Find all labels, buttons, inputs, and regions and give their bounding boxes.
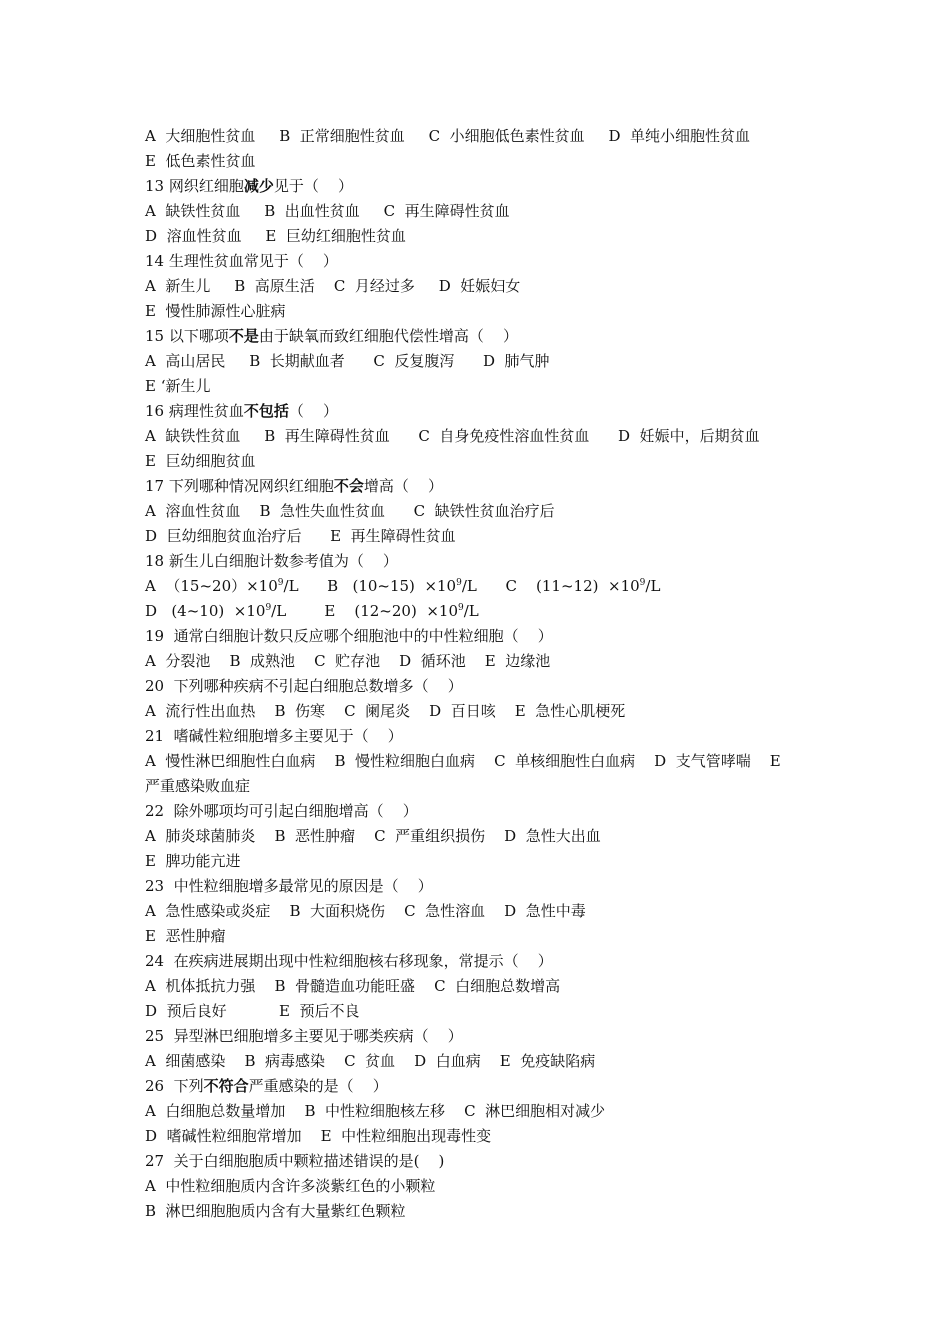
text-segment: 22 除外哪项均可引起白细胞增高（ ） bbox=[145, 802, 418, 820]
text-segment: 16 病理性贫血 bbox=[145, 402, 244, 420]
text-segment: A 缺铁性贫血 B 出血性贫血 C 再生障碍性贫血 bbox=[145, 202, 510, 220]
text-segment: A 白细胞总数量增加 B 中性粒细胞核左移 C 淋巴细胞相对减少 bbox=[145, 1102, 606, 1120]
answer-options bbox=[145, 499, 825, 524]
answer-options bbox=[145, 899, 825, 924]
emphasis-text: 不是 bbox=[228, 327, 259, 345]
text-segment: 增高（ ） bbox=[363, 477, 443, 495]
text-segment: B 淋巴细胞胞质内含有大量紫红色颗粒 bbox=[145, 1202, 406, 1220]
answer-options bbox=[145, 224, 825, 249]
text-segment: 严重感染败血症 bbox=[145, 777, 251, 795]
answer-options bbox=[145, 599, 825, 624]
emphasis-text: 不会 bbox=[333, 477, 364, 495]
question-stem bbox=[145, 324, 825, 349]
answer-options bbox=[145, 574, 825, 599]
text-segment: 25 异型淋巴细胞增多主要见于哪类疾病（ ） bbox=[145, 1027, 463, 1045]
text-segment: E 巨幼细胞贫血 bbox=[145, 452, 256, 470]
text-segment: 15 以下哪项 bbox=[145, 327, 229, 345]
text-segment: 17 下列哪种情况网织红细胞 bbox=[145, 477, 334, 495]
text-segment: A 大细胞性贫血 B 正常细胞性贫血 C 小细胞低色素性贫血 D 单纯小细胞性贫血 bbox=[145, 127, 751, 145]
question-stem bbox=[145, 549, 825, 574]
question-stem bbox=[145, 174, 825, 199]
text-segment: A （15~20）×10 bbox=[145, 577, 278, 595]
text-segment: A 分裂池 B 成熟池 C 贮存池 D 循环池 E 边缘池 bbox=[145, 652, 551, 670]
answer-options bbox=[145, 524, 825, 549]
text-segment: 13 网织红细胞 bbox=[145, 177, 244, 195]
answer-options bbox=[145, 649, 825, 674]
question-stem bbox=[145, 624, 825, 649]
question-list bbox=[145, 124, 825, 1224]
text-segment: /L E (12~20) ×10 bbox=[271, 602, 458, 620]
question-stem bbox=[145, 674, 825, 699]
text-segment: 14 生理性贫血常见于（ ） bbox=[145, 252, 338, 270]
text-segment: 18 新生儿白细胞计数参考值为（ ） bbox=[145, 552, 398, 570]
text-segment: D 巨幼细胞贫血治疗后 E 再生障碍性贫血 bbox=[145, 527, 456, 545]
text-segment: A 慢性淋巴细胞性白血病 B 慢性粒细胞白血病 C 单核细胞性白血病 D 支气管哮喘 E bbox=[145, 752, 781, 770]
superscript: 9 bbox=[458, 603, 464, 613]
answer-options bbox=[145, 299, 825, 324]
answer-options bbox=[145, 449, 825, 474]
text-segment: E 低色素性贫血 bbox=[145, 152, 256, 170]
text-segment: D 预后良好 E 预后不良 bbox=[145, 1002, 360, 1020]
superscript: 9 bbox=[456, 578, 462, 588]
answer-options bbox=[145, 699, 825, 724]
text-segment: 由于缺氧而致红细胞代偿性增高（ ） bbox=[258, 327, 518, 345]
text-segment: /L B (10~15) ×10 bbox=[283, 577, 457, 595]
question-stem bbox=[145, 399, 825, 424]
text-segment: A 高山居民 B 长期献血者 C 反复腹泻 D 肺气肿 bbox=[145, 352, 550, 370]
question-stem bbox=[145, 249, 825, 274]
answer-options bbox=[145, 1049, 825, 1074]
question-stem bbox=[145, 799, 825, 824]
text-segment: 26 下列 bbox=[145, 1077, 204, 1095]
text-segment: 19 通常白细胞计数只反应哪个细胞池中的中性粒细胞（ ） bbox=[145, 627, 553, 645]
answer-options bbox=[145, 149, 825, 174]
question-stem bbox=[145, 1074, 825, 1099]
text-segment: D 溶血性贫血 E 巨幼红细胞性贫血 bbox=[145, 227, 406, 245]
superscript: 9 bbox=[639, 578, 646, 588]
answer-options bbox=[145, 1124, 825, 1149]
question-stem bbox=[145, 724, 825, 749]
text-segment: E 恶性肿瘤 bbox=[145, 927, 226, 945]
emphasis-text: 不包括 bbox=[243, 402, 289, 420]
text-segment: A 新生儿 B 高原生活 C 月经过多 D 妊娠妇女 bbox=[145, 277, 521, 295]
text-segment: A 溶血性贫血 B 急性失血性贫血 C 缺铁性贫血治疗后 bbox=[145, 502, 555, 520]
text-segment: 20 下列哪种疾病不引起白细胞总数增多（ ） bbox=[145, 677, 463, 695]
text-segment: /L bbox=[463, 602, 479, 620]
superscript: 9 bbox=[265, 603, 272, 613]
text-segment: 27 关于白细胞胞质中颗粒描述错误的是( ) bbox=[145, 1152, 445, 1170]
answer-options bbox=[145, 199, 825, 224]
answer-options bbox=[145, 999, 825, 1024]
text-segment: A 缺铁性贫血 B 再生障碍性贫血 C 自身免疫性溶血性贫血 D 妊娠中，后期贫血 bbox=[145, 427, 760, 445]
text-segment: E 脾功能亢进 bbox=[145, 852, 241, 870]
text-segment: D 嗜碱性粒细胞常增加 E 中性粒细胞出现毒性变 bbox=[145, 1127, 492, 1145]
question-stem bbox=[145, 1024, 825, 1049]
question-stem bbox=[145, 1149, 825, 1174]
answer-options bbox=[145, 124, 825, 149]
answer-options bbox=[145, 374, 825, 399]
text-segment: /L bbox=[645, 577, 661, 595]
answer-options bbox=[145, 749, 825, 774]
answer-options bbox=[145, 424, 825, 449]
superscript: 9 bbox=[277, 578, 284, 588]
question-stem bbox=[145, 874, 825, 899]
text-segment: A 急性感染或炎症 B 大面积烧伤 C 急性溶血 D 急性中毒 bbox=[145, 902, 586, 920]
answer-options bbox=[145, 824, 825, 849]
text-segment: A 中性粒细胞质内含许多淡紫红色的小颗粒 bbox=[145, 1177, 436, 1195]
question-stem bbox=[145, 949, 825, 974]
emphasis-text: 减少 bbox=[243, 177, 274, 195]
answer-options bbox=[145, 849, 825, 874]
text-segment: 23 中性粒细胞增多最常见的原因是（ ） bbox=[145, 877, 433, 895]
text-segment: 21 嗜碱性粒细胞增多主要见于（ ） bbox=[145, 727, 403, 745]
text-segment: A 细菌感染 B 病毒感染 C 贫血 D 白血病 E 免疫缺陷病 bbox=[145, 1052, 596, 1070]
text-segment: 严重感染的是（ ） bbox=[248, 1077, 388, 1095]
answer-options bbox=[145, 774, 825, 799]
text-segment: 24 在疾病进展期出现中性粒细胞核右移现象，常提示（ ） bbox=[145, 952, 553, 970]
text-segment: E ‘新生儿 bbox=[145, 377, 211, 395]
answer-options bbox=[145, 1199, 825, 1224]
text-segment: /L C (11~12) ×10 bbox=[461, 577, 640, 595]
answer-options bbox=[145, 1174, 825, 1199]
answer-options bbox=[145, 274, 825, 299]
text-segment: E 慢性肺源性心脏病 bbox=[145, 302, 286, 320]
text-segment: A 流行性出血热 B 伤寒 C 阑尾炎 D 百日咳 E 急性心肌梗死 bbox=[145, 702, 626, 720]
text-segment: （ ） bbox=[288, 402, 338, 420]
emphasis-text: 不符合 bbox=[203, 1077, 249, 1095]
answer-options bbox=[145, 1099, 825, 1124]
question-stem bbox=[145, 474, 825, 499]
answer-options bbox=[145, 924, 825, 949]
text-segment: 见于（ ） bbox=[273, 177, 353, 195]
text-segment: A 肺炎球菌肺炎 B 恶性肿瘤 C 严重组织损伤 D 急性大出血 bbox=[145, 827, 601, 845]
text-segment: A 机体抵抗力强 B 骨髓造血功能旺盛 C 白细胞总数增高 bbox=[145, 977, 561, 995]
answer-options bbox=[145, 349, 825, 374]
text-segment: D (4~10) ×10 bbox=[145, 602, 266, 620]
answer-options bbox=[145, 974, 825, 999]
